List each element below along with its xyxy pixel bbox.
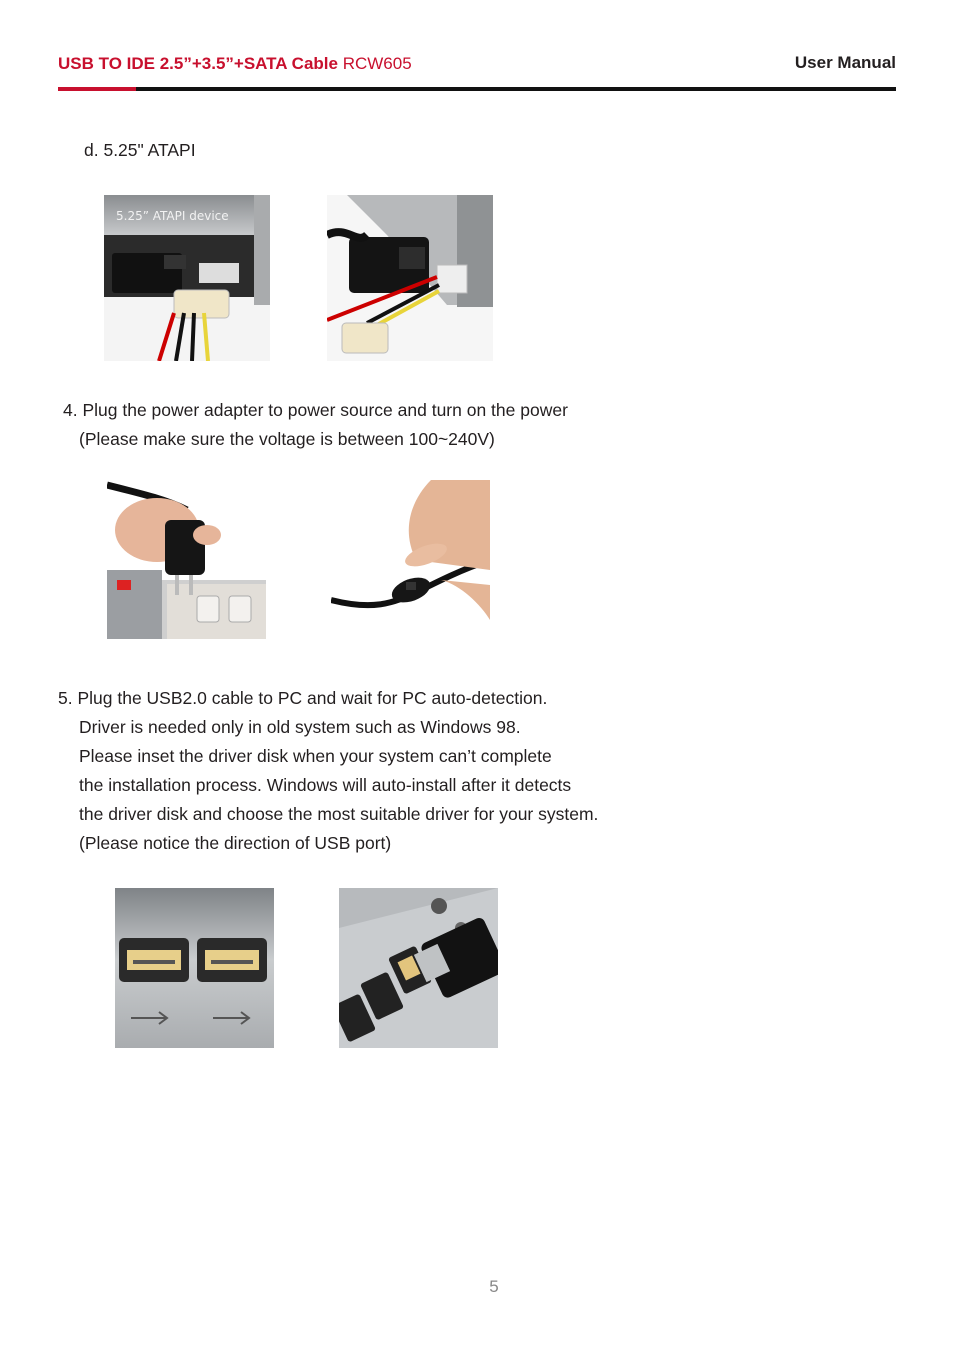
document-title [58,54,412,74]
step5-usb-direction: (Please notice the direction of USB port) [79,833,392,853]
usb-plug-photo [339,888,498,1048]
step4-note: (Please make sure the voltage is between 100~240V) [79,429,495,449]
step5-instruction: 5. Plug the USB2.0 cable to PC and wait for PC auto-detection. [58,688,548,708]
header-rule [58,87,896,91]
header-rule-accent [58,87,136,91]
plug-outlet-photo [107,480,266,639]
page-number: 5 [489,1277,499,1296]
power-switch-photo [331,480,490,639]
product-name: USB TO IDE 2.5”+3.5”+SATA Cable [58,54,338,73]
atapi-device-photo [104,195,270,361]
model-number: RCW605 [342,54,412,73]
step5-choose-driver: the driver disk and choose the most suitable driver for your system. [79,804,599,824]
section-d-label: d. 5.25" ATAPI [84,140,196,160]
step5-driver-note: Driver is needed only in old system such as Windows 98. [79,717,521,737]
usb-ports-photo [115,888,274,1048]
step5-install-process: the installation process. Windows will auto-install after it detects [79,775,572,795]
photo-caption: 5.25” ATAPI device [116,209,229,223]
adapter-on-drive-photo [327,195,493,361]
step4-instruction: 4. Plug the power adapter to power source and turn on the power [63,400,568,420]
step5-driver-disk: Please inset the driver disk when your system can’t complete [79,746,552,766]
manual-label: User Manual [794,53,896,72]
